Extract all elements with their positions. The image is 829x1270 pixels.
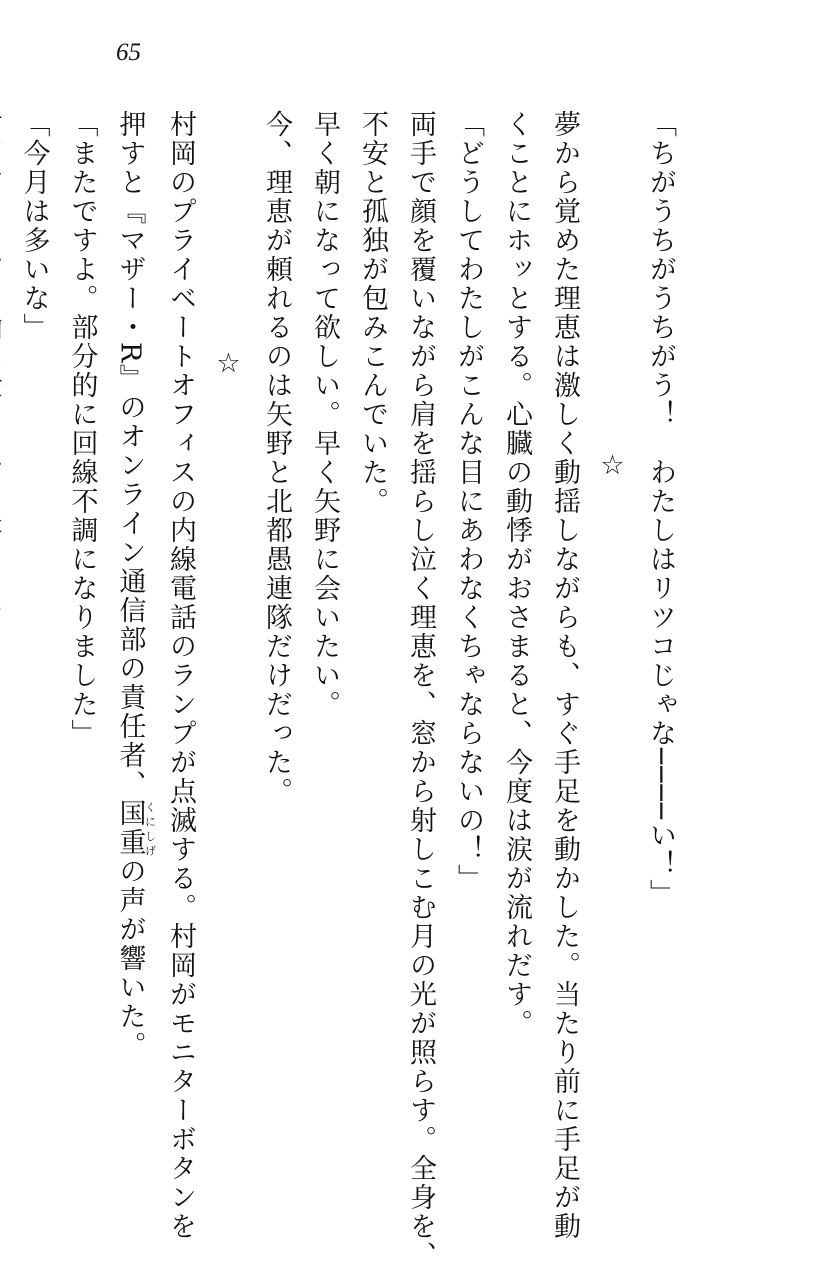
text-line-3: くことにホッとする。心臓の動悸がおさまると、今度は涙が流れだす。	[501, 110, 532, 1038]
section-break-star: ☆	[213, 348, 244, 381]
text-line-6: 不安と孤独が包みこんでいた。	[357, 110, 388, 516]
section-break-star: ☆	[597, 450, 628, 483]
text-line-7: 早く朝になって欲しい。早く矢野に会いたい。	[309, 110, 340, 719]
text-line-9: 村岡のプライベートオフィスの内線電話のランプが点滅する。村岡がモニターボタンを	[165, 110, 196, 1241]
text-line-8: 今、理恵が頼れるのは矢野と北都愚連隊だけだった。	[261, 110, 292, 806]
ruby-kunishige: 国重くにしげ	[114, 799, 157, 858]
text-line-4: 「どうしてわたしがこんな目にあわなくちゃならないの！」	[453, 110, 484, 893]
ruby-reading: くにしげ	[143, 799, 157, 858]
text-line-11: 「またですよ。部分的に回線不調になりました」	[66, 110, 98, 748]
novel-text-block	[18, 110, 684, 1270]
text-line-2: 夢から覚めた理恵は激しく動揺しながらも、すぐ手足を動かした。当たり前に手足が動	[549, 110, 580, 1241]
page-number: 65	[116, 39, 141, 66]
text-line-1: 「ちがうちがうちがう！ わたしはリツコじゃな────い！」	[645, 110, 676, 909]
text-line-10	[106, 110, 157, 1170]
text-line-5: 両手で顔を覆いながら肩を揺らし泣く理恵を、窓から射しこむ月の光が照らす。全身を、	[405, 110, 436, 1270]
text-line-10-text: 押すと『マザー・R』のオンライン通信部の責任者、国重くにしげの声が響いた。	[114, 110, 157, 1061]
text-line-12: 「今月は多いな」	[18, 110, 50, 342]
text-line-13	[0, 110, 10, 1170]
